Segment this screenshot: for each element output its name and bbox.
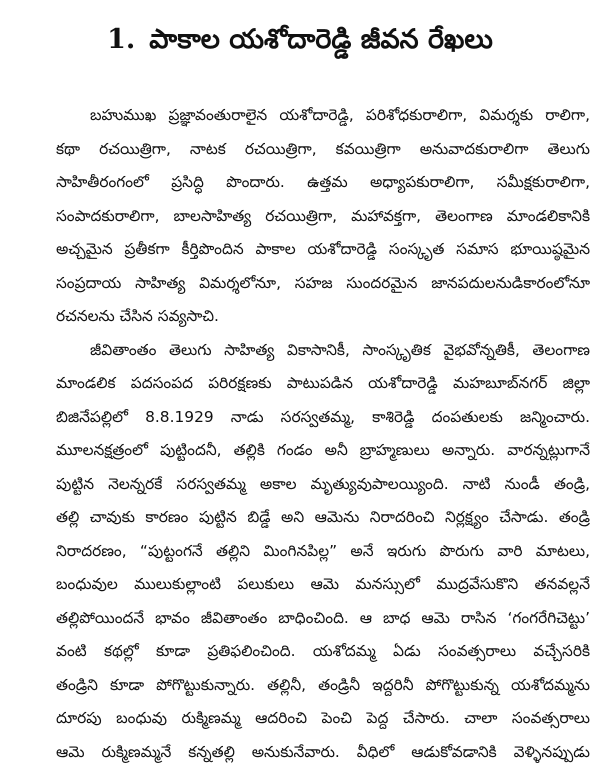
paragraph-line: బిజినేపల్లిలో 8.8.1929 నాడు సరస్వతమ్మ, కాశిరెడ్డి దంపతులకు జన్మించారు. <box>56 401 590 435</box>
paragraph-line: రచనలను చేసిన సవ్యసాచి. <box>56 300 590 334</box>
paragraph-line: వంటి కథల్లో కూడా ప్రతిఫలించింది. యశోదమ్మ ఏడు సంవత్సరాలు వచ్చేసరికి <box>56 635 590 669</box>
paragraph-line: పుట్టిన నెలన్నరకే సరస్వతమ్మ అకాల మృత్యువుపాలయ్యింది. నాటి నుండీ తండ్రి, <box>56 468 590 502</box>
paragraph-1 <box>56 99 590 334</box>
paragraph-line: తల్లిపోయిందనే భావం జీవితాంతం బాధించింది. ఆ బాధ ఆమె రాసిన ‘గంగరేగిచెట్టు’ <box>56 602 590 636</box>
paragraph-line: బహుముఖ ప్రజ్ఞావంతురాలైన యశోదారెడ్డి, పరిశోధకురాలిగా, విమర్శకు రాలిగా, <box>56 99 590 133</box>
chapter-title-text: పాకాల యశోదారెడ్డి జీవన రేఖలు <box>149 24 493 55</box>
paragraph-line: సంప్రదాయ సాహిత్య విమర్శలోనూ, సహజ సుందరమైన జానపదులనుడికారంలోనూ <box>56 267 590 301</box>
chapter-number: 1. <box>107 24 135 55</box>
paragraph-line: జీవితాంతం తెలుగు సాహిత్య వికాసానికీ, సాంస్కృతిక వైభవోన్నతికీ, తెలంగాణ <box>56 334 590 368</box>
paragraph-line: సంపాదకురాలిగా, బాలసాహిత్య రచయిత్రిగా, మహావక్తగా, తెలంగాణ మాండలికానికి <box>56 200 590 234</box>
paragraph-line: బంధువుల ములుకుల్లాంటి పలుకులు ఆమె మనస్సులో ముద్రవేసుకొని తనవల్లనే <box>56 568 590 602</box>
paragraph-2 <box>56 334 590 769</box>
paragraph-line: నిరాదరణం, “పుట్టంగనే తల్లిని మింగినపిల్ల” అనే ఇరుగు పొరుగు వారి మాటలు, <box>56 535 590 569</box>
paragraph-line: మూలనక్షత్రంలో పుట్టిందనీ, తల్లికి గండం అనీ బ్రాహ్మణులు అన్నారు. వారన్నట్లుగానే <box>56 434 590 468</box>
paragraph-line: తల్లి చావుకు కారణం పుట్టిన బిడ్డే అని ఆమెను నిరాదరించి నిర్లక్ష్యం చేసాడు. తండ్రి <box>56 501 590 535</box>
paragraph-line: ఆమె రుక్మిణమ్మనే కన్నతల్లి అనుకునేవారు. వీధిలో ఆడుకోవడానికి వెళ్ళినప్పుడు <box>56 736 590 769</box>
document-body <box>56 99 590 769</box>
paragraph-line: తండ్రిని కూడా పోగొట్టుకున్నారు. తల్లినీ, తండ్రినీ ఇద్దరినీ పోగొట్టుకున్న యశోదమ్మను <box>56 669 590 703</box>
paragraph-line: అచ్చమైన ప్రతీకగా కీర్తిపొందిన పాకాల యశోదారెడ్డి సంస్కృత సమాస భూయిష్ఠమైన <box>56 233 590 267</box>
paragraph-line: మాండలిక పదసంపద పరిరక్షణకు పాటుపడిన యశోదారెడ్డి మహబూబ్‌నగర్ జిల్లా <box>56 367 590 401</box>
paragraph-line: కథా రచయిత్రిగా, నాటక రచయిత్రిగా, కవయిత్రిగా అనువాదకురాలిగా తెలుగు <box>56 133 590 167</box>
paragraph-line: సాహితీరంగంలో ప్రసిద్ధి పొందారు. ఉత్తమ అధ్యాపకురాలిగా, సమీక్షకురాలిగా, <box>56 166 590 200</box>
chapter-title <box>0 18 600 62</box>
paragraph-line: దూరపు బంధువు రుక్మిణమ్మ ఆదరించి పెంచి పెద్ద చేసారు. చాలా సంవత్సరాలు <box>56 702 590 736</box>
